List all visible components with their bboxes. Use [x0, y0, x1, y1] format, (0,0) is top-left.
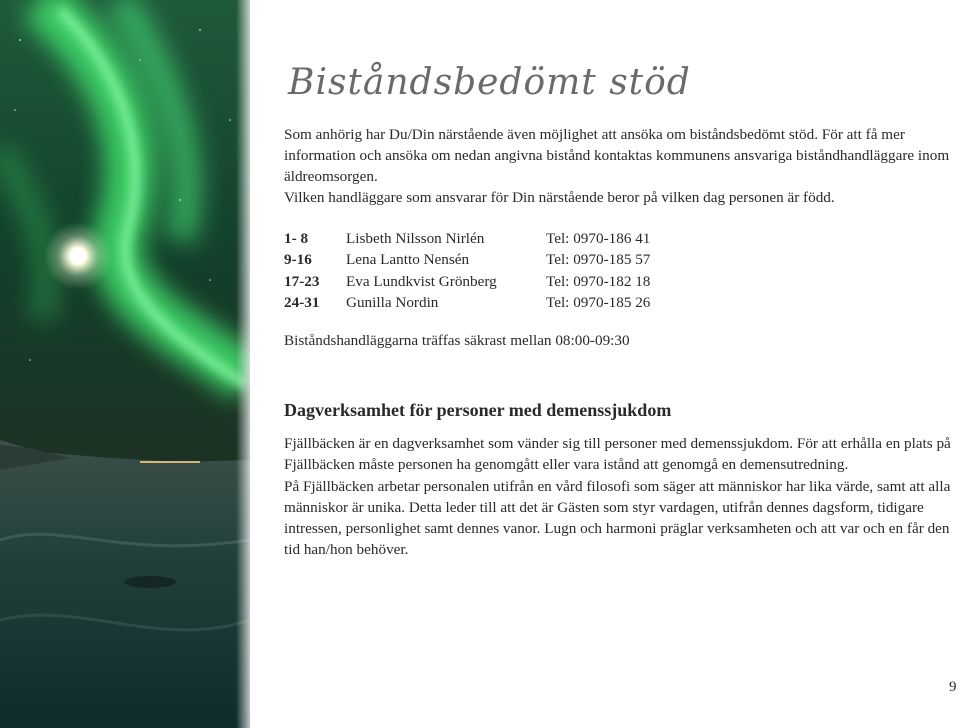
day-range: 1- 8	[284, 229, 309, 247]
office-hours: Biståndshandläggarna träffas säkrast mellan 08:00-09:30	[284, 332, 630, 349]
table-row	[284, 271, 650, 293]
table-row	[284, 293, 650, 315]
page-number: 9	[949, 679, 957, 695]
photo-fade-edge	[236, 0, 266, 728]
phone-number: Tel: 0970-186 41	[546, 229, 651, 247]
handler-name: Gunilla Nordin	[346, 294, 439, 312]
contacts-table	[284, 228, 650, 314]
page-title: Biståndsbedömt stöd	[288, 62, 691, 103]
handler-name: Lisbeth Nilsson Nirlén	[346, 229, 485, 247]
intro-paragraph: Som anhörig har Du/Din närstående även möjlighet att ansöka om biståndsbedömt stöd. För att få mer information och ansöka om nedan angivna bistånd kontaktas kommunens ansvariga biståndhandläggare inom äldreomsorgen.	[284, 126, 950, 185]
table-row	[284, 228, 650, 250]
day-range: 17-23	[284, 272, 320, 290]
aurora-photo	[0, 0, 250, 728]
handler-name: Lena Lantto Nensén	[346, 251, 470, 269]
section-heading: Dagverksamhet för personer med demenssjukdom	[284, 400, 672, 420]
body-paragraph: På Fjällbäcken arbetar personalen utifrån en vård filosofi som säger att människor har lika värde, samt att alla människor är unika. Detta leder till att det är Gästen som styr vardagen, utifrån dennes dagsform, tidigare intressen, personlighet samt dennes vanor. Lugn och harmoni präglar verksamheten och att var och en får den tid han/hon behöver.	[284, 477, 951, 559]
intro-paragraph: Vilken handläggare som ansvarar för Din närstående beror på vilken dag personen är född.	[284, 189, 835, 206]
handler-name: Eva Lundkvist Grönberg	[346, 272, 497, 290]
section-body	[284, 433, 956, 561]
intro-text	[284, 124, 954, 208]
body-paragraph: Fjällbäcken är en dagverksamhet som vänder sig till personer med demenssjukdom. För att erhålla en plats på Fjällbäcken måste personen ha genomgått eller vara istånd att genomgå en demensutredning.	[284, 435, 951, 474]
phone-number: Tel: 0970-185 26	[546, 294, 651, 312]
day-range: 9-16	[284, 251, 312, 269]
table-row	[284, 250, 650, 272]
day-range: 24-31	[284, 294, 320, 312]
phone-number: Tel: 0970-185 57	[546, 251, 651, 269]
phone-number: Tel: 0970-182 18	[546, 272, 651, 290]
